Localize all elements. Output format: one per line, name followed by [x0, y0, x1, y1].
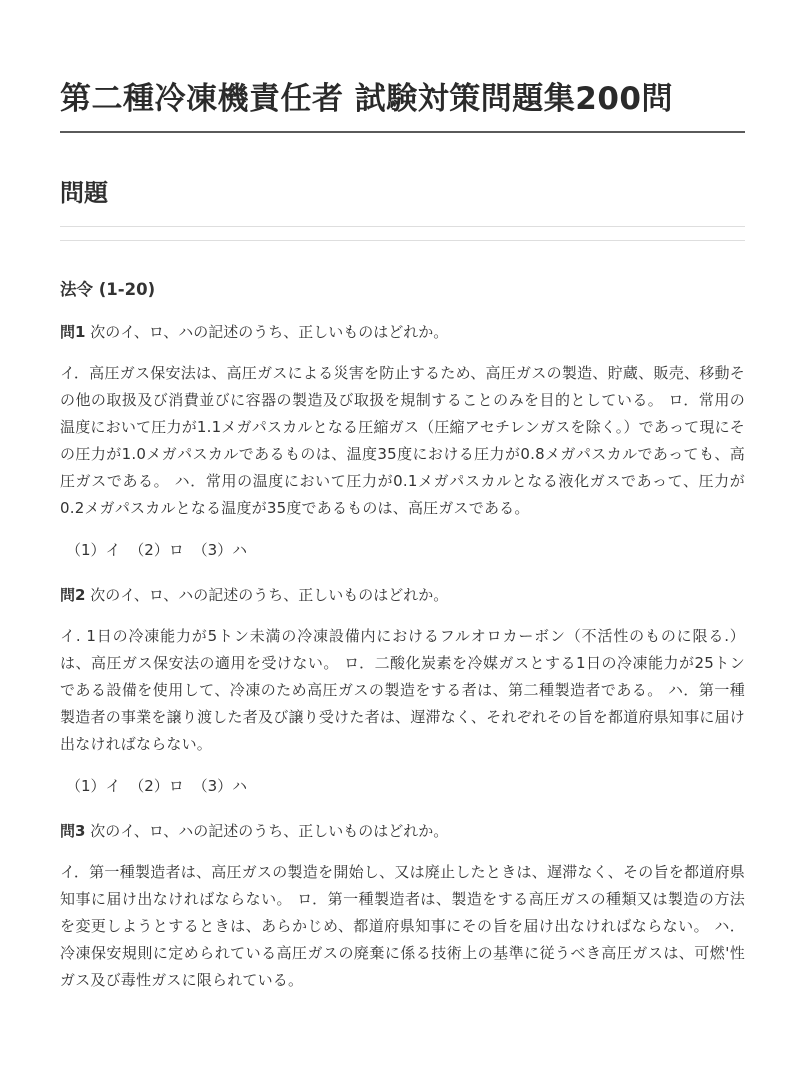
- question-body: イ．高圧ガス保安法は、高圧ガスによる災害を防止するため、高圧ガスの製造、貯蔵、販売、移動その他の取扱及び消費並びに容器の製造及び取扱を規制することのみを目的としている。 ロ．常用の温度において圧力が1.1メガパスカルとなる圧縮ガス（圧縮アセチレンガスを除く。）であって現にその圧力が1.0メガパスカルであるものは、温度35度における圧力が0.8メガパスカルであっても、高圧ガスである。 ハ．常用の温度において圧力が0.1メガパスカルとなる液化ガスであって、圧力が0.2メガパスカルとなる温度が35度であるものは、高圧ガスである。: [60, 364, 745, 517]
- question-body: イ. 1日の冷凍能力が5トン未満の冷凍設備内におけるフルオロカーボン（不活性のものに限る.）は、高圧ガス保安法の適用を受けない。 ロ．二酸化炭素を冷媒ガスとする1日の冷凍能力が25トンである設備を使用して、冷凍のため高圧ガスの製造をする者は、第二種製造者である。 ハ．第一種製造者の事業を譲り渡した者及び譲り受けた者は、遅滞なく、それぞれその旨を都道府県知事に届け出なければならない。: [60, 627, 745, 753]
- document-title: 第二種冷凍機責任者 試験対策問題集200問: [60, 81, 674, 117]
- question-prompt-text: 次のイ、ロ、ハの記述のうち、正しいものはどれか。: [90, 586, 449, 604]
- question-options: （1）イ （2）ロ （3）ハ: [66, 777, 248, 795]
- question-number: 問1: [60, 323, 86, 341]
- question-prompt: [60, 798, 745, 843]
- section-heading: 問題: [60, 179, 108, 207]
- question-prompt-text: 次のイ、ロ、ハの記述のうち、正しいものはどれか。: [90, 323, 449, 341]
- question-1: [60, 302, 745, 562]
- question-number: 問2: [60, 586, 86, 604]
- question-3: [60, 798, 745, 994]
- question-prompt: [60, 302, 745, 344]
- question-body: イ．第一種製造者は、高圧ガスの製造を開始し、又は廃止したときは、遅滞なく、その旨を都道府県知事に届け出なければならない。 ロ．第一種製造者は、製造をする高圧ガスの種類又は製造の方法を変更しようとするときは、あらかじめ、都道府県知事にその旨を届け出なければならない。 ハ．冷凍保安規則に定められている高圧ガスの廃棄に係る技術上の基準に従うべき高圧ガスは、可燃'性ガス及び毒性ガスに限られている。: [60, 863, 745, 989]
- question-options: （1）イ （2）ロ （3）ハ: [66, 541, 248, 559]
- section-divider: [60, 226, 745, 227]
- question-number: 問3: [60, 822, 86, 840]
- question-prompt: [60, 562, 745, 607]
- question-prompt-text: 次のイ、ロ、ハの記述のうち、正しいものはどれか。: [90, 822, 449, 840]
- question-2: [60, 562, 745, 798]
- subsection-heading: 法令 (1-20): [60, 280, 156, 299]
